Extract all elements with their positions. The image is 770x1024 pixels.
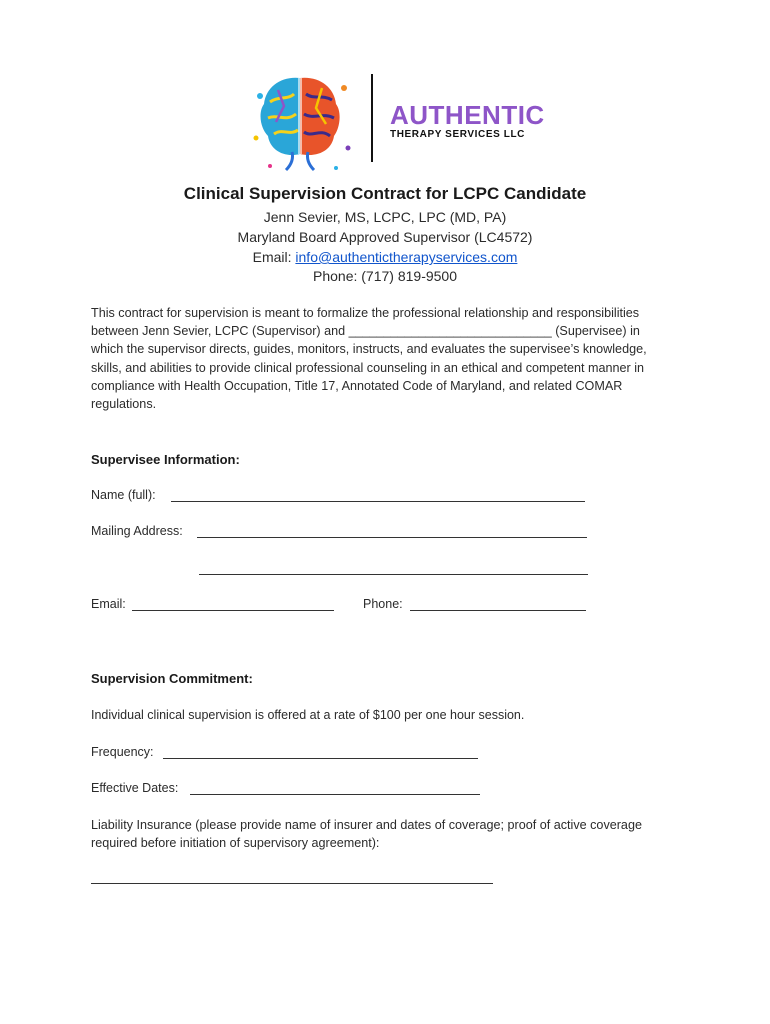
logo-divider <box>371 74 373 162</box>
dates-label: Effective Dates: <box>91 781 179 795</box>
phone-field-label: Phone: <box>363 597 403 611</box>
address-input-line-1[interactable] <box>197 537 587 538</box>
address-input-line-2[interactable] <box>199 574 588 575</box>
address-field <box>91 524 183 538</box>
insurance-input-line[interactable] <box>91 883 493 884</box>
document-title: Clinical Supervision Contract for LCPC Candidate <box>183 184 587 203</box>
name-label: Name (full): <box>91 488 156 502</box>
supervisee-info-heading: Supervisee Information: <box>91 452 240 467</box>
company-logo <box>248 58 545 180</box>
dates-input-line[interactable] <box>190 794 480 795</box>
brain-icon <box>248 66 356 174</box>
dates-field <box>91 781 178 795</box>
intro-text-1: This contract for supervision is meant to formalize the professional relationship and responsibilities between Jenn Sevier, LCPC (Supervisor) and <box>91 306 640 339</box>
brand-subtitle: THERAPY SERVICES LLC <box>390 129 525 140</box>
email-link[interactable]: info@authentictherapyservices.com <box>295 249 518 265</box>
frequency-label: Frequency: <box>91 745 154 759</box>
email-field-label: Email: <box>91 597 126 611</box>
frequency-field <box>91 745 154 759</box>
intro-paragraph <box>91 304 671 413</box>
supervisor-name: Jenn Sevier, MS, LCPC, LPC (MD, PA) <box>263 209 507 225</box>
brand-name: AUTHENTIC <box>390 100 545 130</box>
supervisor-board: Maryland Board Approved Supervisor (LC4572) <box>237 229 533 245</box>
email-label: Email: <box>252 249 296 265</box>
intro-text-2: (Supervisee) in which the supervisor directs, guides, monitors, instructs, and evaluates the supervisee’s knowledge, skills, and abilities to provide clinical professional counseling in an ethical and competent manner in compliance with Health Occupation, Title 17, Annotated Code of Maryland, and related COMAR regulations. <box>91 324 647 412</box>
supervisee-name-blank[interactable]: _____________________________ <box>348 324 552 339</box>
supervisor-phone: Phone: (717) 819-9500 <box>313 268 457 284</box>
phone-input-line[interactable] <box>410 610 586 611</box>
name-field <box>91 488 156 502</box>
email-field <box>91 597 126 611</box>
phone-field <box>363 597 403 611</box>
frequency-input-line[interactable] <box>163 758 478 759</box>
supervisor-email-line <box>0 249 770 265</box>
rate-text: Individual clinical supervision is offered at a rate of $100 per one hour session. <box>91 708 525 722</box>
name-input-line[interactable] <box>171 501 585 502</box>
insurance-text: Liability Insurance (please provide name of insurer and dates of coverage; proof of active coverage required before initiation of supervisory agreement): <box>91 818 642 851</box>
address-label: Mailing Address: <box>91 524 183 538</box>
email-input-line[interactable] <box>132 610 334 611</box>
commitment-heading: Supervision Commitment: <box>91 671 253 686</box>
